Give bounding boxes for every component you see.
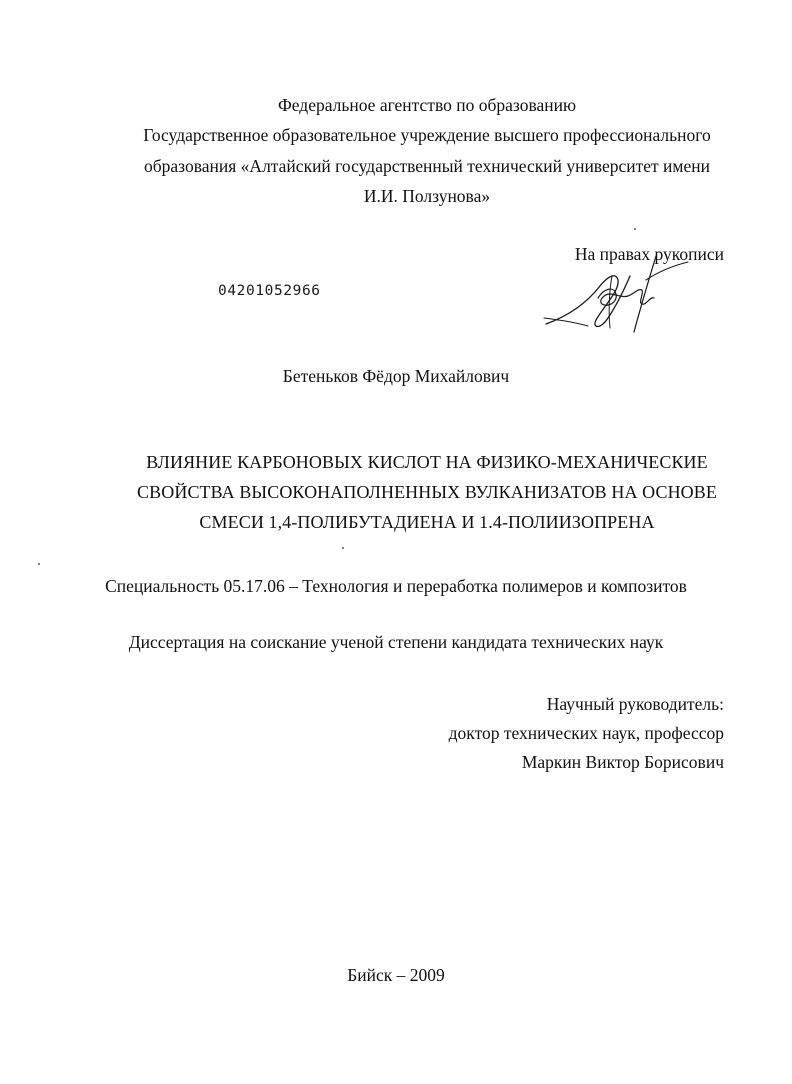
institution-line-2: образования «Алтайский государственный технический университет имени xyxy=(144,156,710,176)
title-line-1: ВЛИЯНИЕ КАРБОНОВЫХ КИСЛОТ НА ФИЗИКО-МЕХАНИЧЕСКИЕ xyxy=(146,452,708,472)
supervisor-degree: доктор технических наук, профессор xyxy=(448,723,724,743)
agency-line: Федеральное агентство по образованию xyxy=(277,95,577,115)
institution-line-3: И.И. Ползунова» xyxy=(363,186,491,206)
signature-mark xyxy=(538,246,698,346)
supervisor-label: Научный руководитель: xyxy=(546,694,724,714)
scan-speck xyxy=(38,563,40,565)
registration-number: 04201052966 xyxy=(218,283,321,299)
manuscript-note: На правах рукописи xyxy=(574,244,724,264)
supervisor-name: Маркин Виктор Борисович xyxy=(521,752,724,772)
city-year: Бийск – 2009 xyxy=(347,965,445,985)
specialty-line: Специальность 05.17.06 – Технология и переработка полимеров и композитов xyxy=(105,576,687,596)
scan-speck xyxy=(342,547,344,549)
scan-speck xyxy=(634,228,636,230)
institution-line-1: Государственное образовательное учреждение высшего профессионального xyxy=(143,125,711,145)
title-line-2: СВОЙСТВА ВЫСОКОНАПОЛНЕННЫХ ВУЛКАНИЗАТОВ НА ОСНОВЕ xyxy=(137,482,717,502)
dissertation-line: Диссертация на соискание ученой степени кандидата технических наук xyxy=(128,632,664,652)
author-name: Бетеньков Фёдор Михайлович xyxy=(282,366,510,386)
title-line-3: СМЕСИ 1,4-ПОЛИБУТАДИЕНА И 1.4-ПОЛИИЗОПРЕНА xyxy=(199,512,655,532)
